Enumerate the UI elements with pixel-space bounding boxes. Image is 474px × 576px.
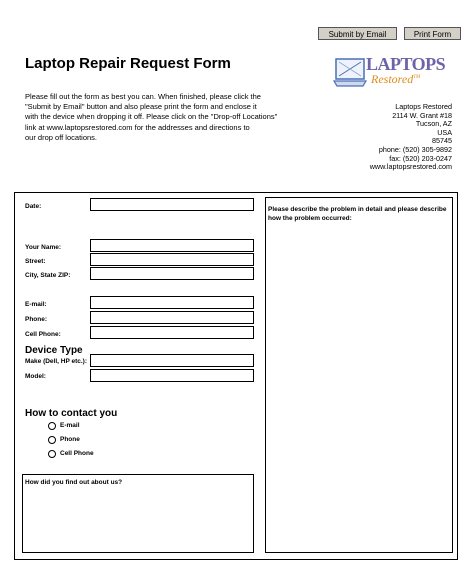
submit-by-email-button[interactable]: Submit by Email bbox=[318, 27, 397, 40]
instruction-line: Please fill out the form as best you can. When finished, please click the bbox=[25, 92, 261, 101]
contact-phone-radio[interactable] bbox=[48, 436, 56, 444]
laptop-icon bbox=[333, 56, 369, 92]
model-label: Model: bbox=[25, 373, 46, 380]
instruction-line: "Submit by Email" button and also please print the form and enclose it bbox=[25, 102, 257, 112]
address-zip: 85745 bbox=[432, 136, 452, 146]
contact-phone-label: Phone bbox=[60, 436, 80, 443]
company-fax: fax: (520) 203-0247 bbox=[389, 153, 452, 163]
instruction-line: link at www.laptopsrestored.com for the addresses and directions to bbox=[25, 122, 250, 132]
contact-email-label: E-mail bbox=[60, 422, 80, 429]
phone-label: Phone: bbox=[25, 316, 48, 323]
device-type-heading: Device Type bbox=[25, 345, 83, 356]
instruction-line: with the device when dropping it off. Please click on the "Drop-off Locations" bbox=[25, 112, 278, 122]
street-label: Street: bbox=[25, 258, 46, 265]
make-field[interactable] bbox=[90, 354, 254, 367]
logo-text-top: LAPTOPS bbox=[366, 54, 446, 74]
name-field[interactable] bbox=[90, 239, 254, 252]
company-phone: phone: (520) 305-9892 bbox=[378, 144, 452, 154]
cell-field[interactable] bbox=[90, 326, 254, 339]
email-label: E-mail: bbox=[25, 301, 47, 308]
address-country: USA bbox=[437, 127, 452, 137]
city-field[interactable] bbox=[90, 267, 254, 280]
street-field[interactable] bbox=[90, 253, 254, 266]
problem-label-line1: Please describe the problem in detail and please describe bbox=[268, 206, 447, 213]
company-address bbox=[370, 103, 452, 172]
print-form-button[interactable]: Print Form bbox=[404, 27, 461, 40]
company-website: www.laptopsrestored.com bbox=[369, 162, 452, 172]
cell-label: Cell Phone: bbox=[25, 331, 61, 338]
logo-text-restored: Restored bbox=[371, 72, 414, 86]
trademark: TM bbox=[413, 75, 421, 80]
problem-label-line2: how the problem occurred: bbox=[268, 214, 352, 222]
contact-email-radio[interactable] bbox=[48, 422, 56, 430]
name-label: Your Name: bbox=[25, 244, 61, 251]
contact-cell-label: Cell Phone bbox=[60, 450, 94, 457]
contact-cell-radio[interactable] bbox=[48, 450, 56, 458]
address-city: Tucson, AZ bbox=[415, 119, 452, 129]
contact-heading: How to contact you bbox=[25, 408, 118, 419]
company-name: Laptops Restored bbox=[395, 102, 452, 111]
email-field[interactable] bbox=[90, 296, 254, 309]
date-label: Date: bbox=[25, 203, 42, 210]
instructions bbox=[25, 92, 278, 143]
date-field[interactable] bbox=[90, 198, 254, 211]
phone-field[interactable] bbox=[90, 311, 254, 324]
make-label: Make (Dell, HP etc.): bbox=[25, 358, 88, 365]
logo-text-bottom bbox=[371, 72, 420, 87]
instruction-line: our drop off locations. bbox=[25, 132, 97, 142]
problem-description-field[interactable] bbox=[265, 197, 453, 553]
form-title: Laptop Repair Request Form bbox=[25, 55, 231, 72]
problem-description-label bbox=[268, 206, 446, 223]
address-street: 2114 W. Grant #18 bbox=[392, 110, 452, 120]
model-field[interactable] bbox=[90, 369, 254, 382]
company-logo bbox=[333, 52, 458, 92]
referral-label: How did you find out about us? bbox=[25, 479, 123, 486]
city-label: City, State ZIP: bbox=[25, 272, 71, 279]
